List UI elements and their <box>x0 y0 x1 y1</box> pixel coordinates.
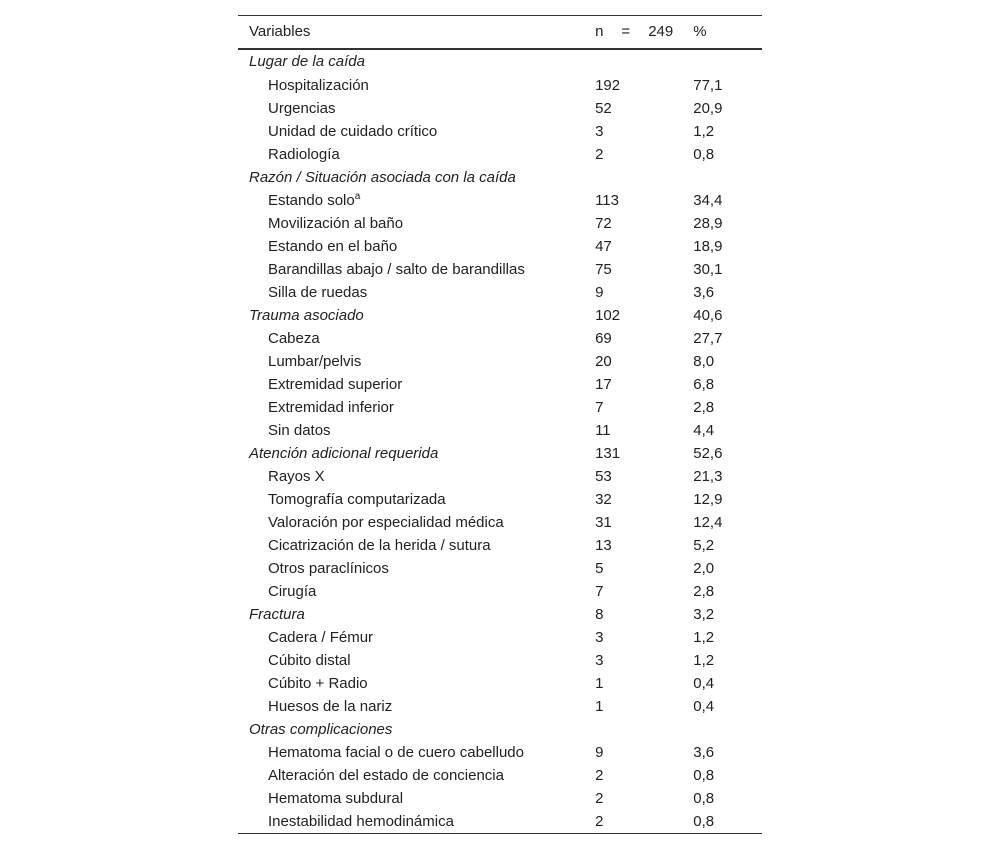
header-n-total: 249 <box>648 23 674 41</box>
cell-percent: 30,1 <box>693 260 723 278</box>
category-row <box>238 603 762 626</box>
cell-percent: 77,1 <box>693 76 723 94</box>
row-label <box>238 281 595 304</box>
row-label <box>238 534 595 557</box>
label-text: Extremidad inferior <box>268 398 394 416</box>
row-label <box>238 235 595 258</box>
cell-percent: 12,4 <box>693 513 723 531</box>
cell-percent: 0,8 <box>693 766 715 784</box>
label-text: Cirugía <box>268 582 317 600</box>
cell-n: 2 <box>595 812 604 830</box>
row-label <box>238 419 595 442</box>
label-text: Razón / Situación asociada con la caída <box>249 168 516 186</box>
table-row <box>238 465 762 488</box>
falls-table <box>238 15 762 834</box>
table-row <box>238 557 762 580</box>
row-label <box>238 97 595 120</box>
cell-n: 3 <box>595 651 604 669</box>
row-label <box>238 120 595 143</box>
label-text: Extremidad superior <box>268 375 403 393</box>
table-row <box>238 534 762 557</box>
table-row <box>238 327 762 350</box>
table-row <box>238 281 762 304</box>
label-text: Otras complicaciones <box>249 720 393 738</box>
table-row <box>238 189 762 212</box>
cell-n: 75 <box>595 260 612 278</box>
table-row <box>238 373 762 396</box>
row-label <box>238 143 595 166</box>
cell-percent: 5,2 <box>693 536 715 554</box>
label-text: Huesos de la nariz <box>268 697 393 715</box>
cell-percent: 2,8 <box>693 582 715 600</box>
category-label <box>238 49 595 74</box>
cell-percent <box>693 718 762 741</box>
cell-percent: 1,2 <box>693 651 715 669</box>
cell-n: 102 <box>595 306 621 324</box>
label-text: Trauma asociado <box>249 306 364 324</box>
table-row <box>238 235 762 258</box>
cell-percent: 12,9 <box>693 490 723 508</box>
cell-n: 53 <box>595 467 612 485</box>
table-row <box>238 626 762 649</box>
label-text: Cadera / Fémur <box>268 628 374 646</box>
category-row <box>238 442 762 465</box>
cell-n: 9 <box>595 283 604 301</box>
row-label <box>238 672 595 695</box>
category-label <box>238 603 595 626</box>
table-row <box>238 672 762 695</box>
row-label <box>238 649 595 672</box>
cell-n <box>595 166 693 189</box>
row-label <box>238 212 595 235</box>
label-text: Lumbar/pelvis <box>268 352 362 370</box>
cell-percent: 20,9 <box>693 99 723 117</box>
cell-percent <box>693 166 762 189</box>
table-row <box>238 258 762 281</box>
cell-percent: 4,4 <box>693 421 715 439</box>
cell-percent: 1,2 <box>693 122 715 140</box>
cell-n: 11 <box>595 421 611 439</box>
category-row <box>238 304 762 327</box>
table-body <box>238 49 762 834</box>
label-text: Cúbito distal <box>268 651 351 669</box>
cell-percent: 3,6 <box>693 743 715 761</box>
cell-n: 7 <box>595 582 604 600</box>
header-equals: = <box>621 23 631 41</box>
table-row <box>238 419 762 442</box>
cell-n: 2 <box>595 789 604 807</box>
label-text: Lugar de la caída <box>249 53 365 70</box>
label-text: Cabeza <box>268 329 320 347</box>
row-label <box>238 626 595 649</box>
category-label <box>238 166 595 189</box>
table-row <box>238 350 762 373</box>
header-row <box>238 16 762 49</box>
cell-n: 20 <box>595 352 612 370</box>
table-row <box>238 580 762 603</box>
label-text: Rayos X <box>268 467 325 485</box>
table-row <box>238 695 762 718</box>
table-row <box>238 97 762 120</box>
category-row <box>238 49 762 74</box>
label-text: Hospitalización <box>268 76 369 94</box>
row-label <box>238 396 595 419</box>
label-text: Atención adicional requerida <box>249 444 439 462</box>
data-table-container <box>238 15 762 834</box>
cell-n: 131 <box>595 444 621 462</box>
label-text: Cúbito + Radio <box>268 674 368 692</box>
cell-n <box>595 718 693 741</box>
cell-percent: 2,8 <box>693 398 715 416</box>
cell-n: 1 <box>595 674 604 692</box>
row-label <box>238 511 595 534</box>
cell-n <box>595 49 693 74</box>
cell-n: 113 <box>595 191 619 209</box>
cell-n: 32 <box>595 490 612 508</box>
category-label <box>238 442 595 465</box>
cell-n: 192 <box>595 76 621 94</box>
row-label <box>238 465 595 488</box>
row-label <box>238 787 595 810</box>
table-row <box>238 120 762 143</box>
label-text: Estando solo <box>268 191 355 209</box>
cell-n: 52 <box>595 99 612 117</box>
cell-percent: 0,8 <box>693 812 715 830</box>
cell-percent: 8,0 <box>693 352 715 370</box>
cell-percent: 2,0 <box>693 559 715 577</box>
row-label <box>238 695 595 718</box>
cell-percent: 3,6 <box>693 283 715 301</box>
cell-percent: 52,6 <box>693 444 723 462</box>
row-label <box>238 810 595 834</box>
cell-n: 69 <box>595 329 612 347</box>
cell-percent: 0,4 <box>693 674 715 692</box>
table-row <box>238 511 762 534</box>
label-text: Movilización al baño <box>268 214 404 232</box>
cell-n: 13 <box>595 536 612 554</box>
table-row <box>238 212 762 235</box>
table-row <box>238 396 762 419</box>
cell-percent: 28,9 <box>693 214 723 232</box>
label-text: Urgencias <box>268 99 336 117</box>
label-text: Silla de ruedas <box>268 283 368 301</box>
cell-n: 2 <box>595 145 604 163</box>
label-text: Sin datos <box>268 421 331 439</box>
label-text: Tomografía computarizada <box>268 490 446 508</box>
row-label <box>238 189 595 212</box>
row-label <box>238 488 595 511</box>
cell-n: 7 <box>595 398 604 416</box>
cell-percent: 40,6 <box>693 306 723 324</box>
table-row <box>238 488 762 511</box>
table-row <box>238 649 762 672</box>
label-text: Radiología <box>268 145 340 163</box>
cell-percent: 18,9 <box>693 237 723 255</box>
category-label <box>238 304 595 327</box>
row-label <box>238 373 595 396</box>
table-row <box>238 143 762 166</box>
table-row <box>238 764 762 787</box>
cell-percent: 3,2 <box>693 605 715 623</box>
row-label <box>238 74 595 97</box>
cell-percent <box>693 49 762 74</box>
cell-percent: 1,2 <box>693 628 715 646</box>
label-text: Unidad de cuidado crítico <box>268 122 438 140</box>
table-row <box>238 74 762 97</box>
label-text: Fractura <box>249 605 305 623</box>
cell-n: 9 <box>595 743 604 761</box>
label-text: Hematoma facial o de cuero cabelludo <box>268 743 524 761</box>
header-variables: Variables <box>249 23 311 41</box>
label-text: Inestabilidad hemodinámica <box>268 812 454 830</box>
label-text: Barandillas abajo / salto de barandillas <box>268 260 525 278</box>
label-text: Estando en el baño <box>268 237 398 255</box>
row-label <box>238 258 595 281</box>
label-text: Hematoma subdural <box>268 789 404 807</box>
header-n-label: n <box>595 23 604 41</box>
cell-n: 3 <box>595 628 604 646</box>
table-row <box>238 741 762 764</box>
row-label <box>238 350 595 373</box>
header-n <box>595 16 693 49</box>
cell-n: 5 <box>595 559 604 577</box>
cell-n: 47 <box>595 237 612 255</box>
category-label <box>238 718 595 741</box>
cell-n: 8 <box>595 605 604 623</box>
label-text: Valoración por especialidad médica <box>268 513 504 531</box>
label-text: Otros paraclínicos <box>268 559 389 577</box>
table-header <box>238 16 762 49</box>
cell-n: 2 <box>595 766 604 784</box>
row-label <box>238 557 595 580</box>
row-label <box>238 764 595 787</box>
header-percent: % <box>693 23 707 41</box>
table-row <box>238 810 762 834</box>
cell-percent: 0,4 <box>693 697 715 715</box>
row-label <box>238 580 595 603</box>
cell-n: 1 <box>595 697 604 715</box>
cell-percent: 21,3 <box>693 467 723 485</box>
cell-percent: 27,7 <box>693 329 723 347</box>
cell-n: 17 <box>595 375 612 393</box>
cell-percent: 34,4 <box>693 191 723 209</box>
category-row <box>238 166 762 189</box>
cell-n: 3 <box>595 122 604 140</box>
cell-percent: 0,8 <box>693 145 715 163</box>
footnote-marker: a <box>354 190 361 202</box>
cell-percent: 0,8 <box>693 789 715 807</box>
cell-percent: 6,8 <box>693 375 715 393</box>
label-text: Alteración del estado de conciencia <box>268 766 504 784</box>
table-row <box>238 787 762 810</box>
label-text: Cicatrización de la herida / sutura <box>268 536 491 554</box>
cell-n: 72 <box>595 214 612 232</box>
row-label <box>238 327 595 350</box>
cell-n: 31 <box>595 513 612 531</box>
category-row <box>238 718 762 741</box>
row-label <box>238 741 595 764</box>
